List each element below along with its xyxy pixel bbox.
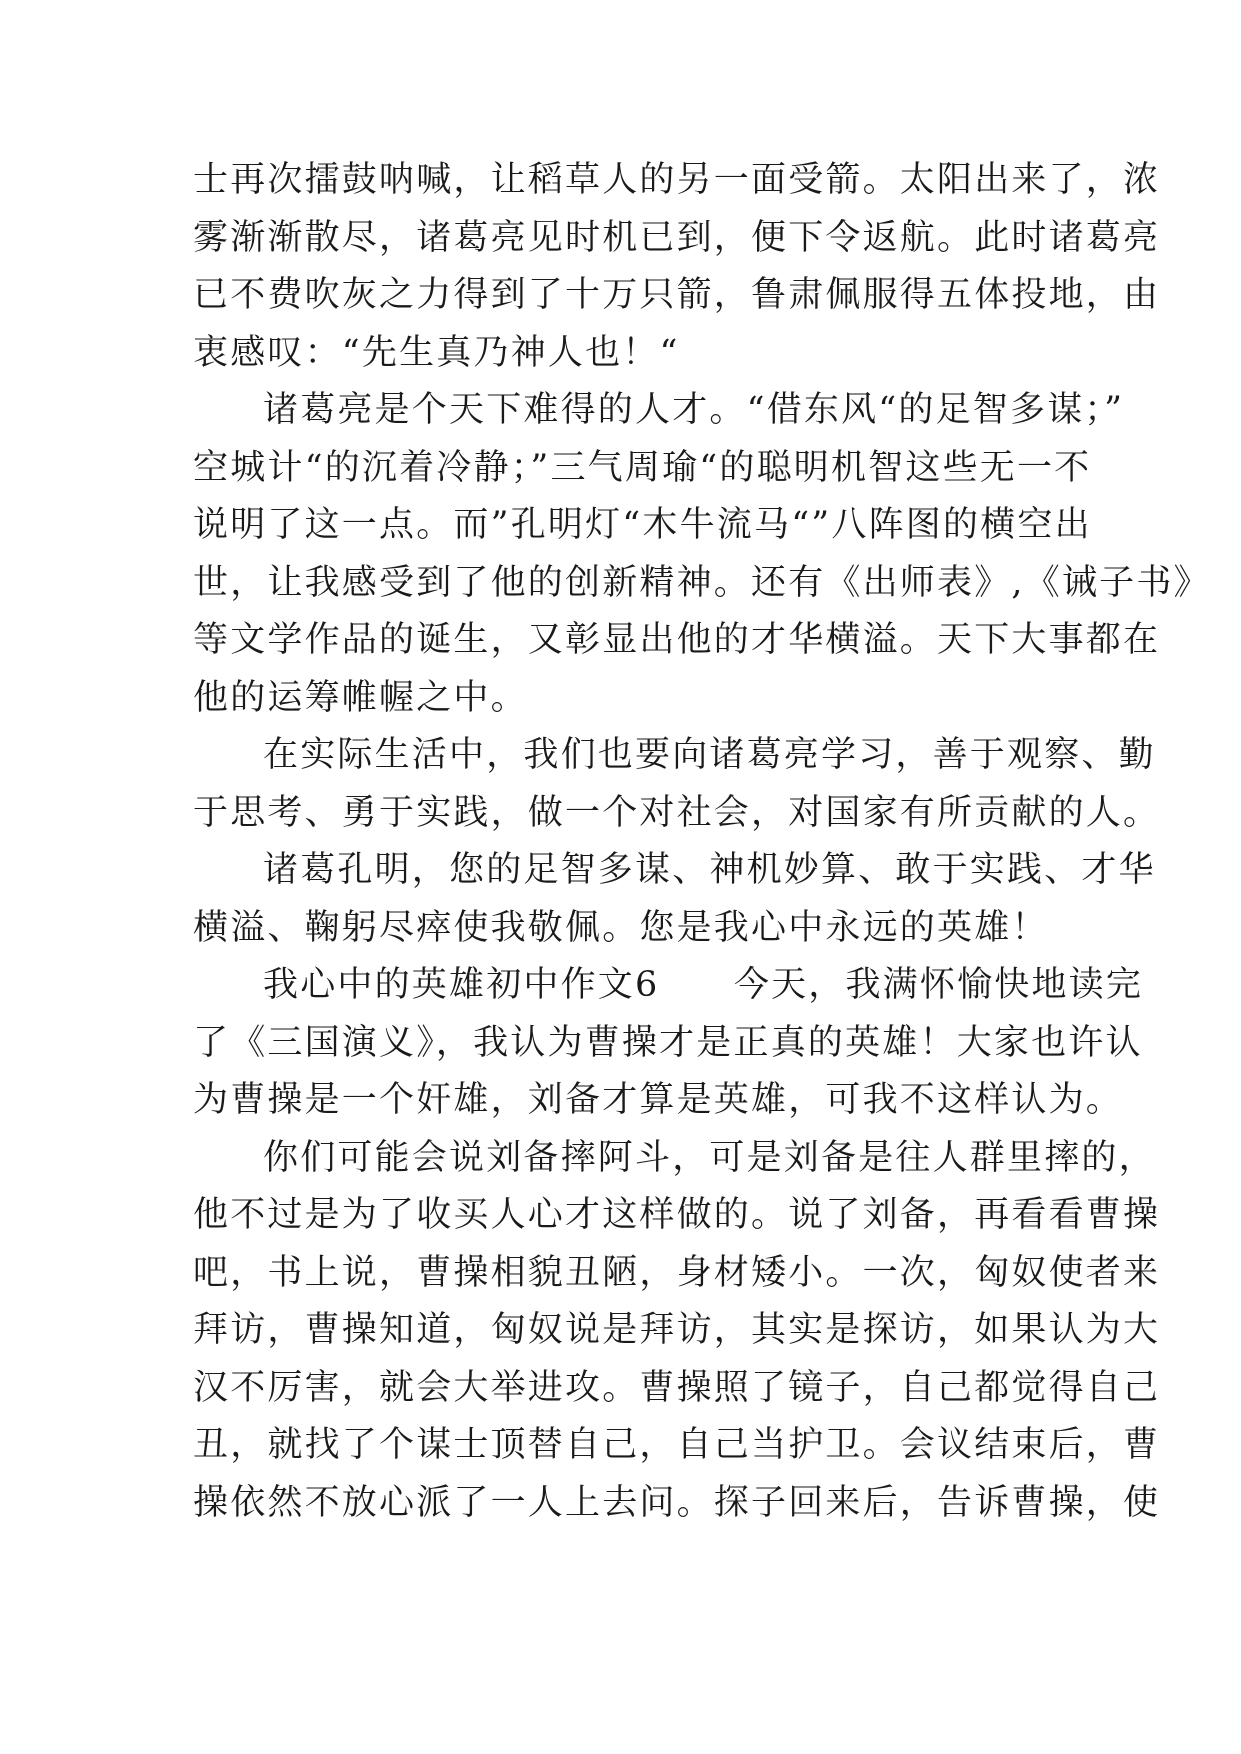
text-line: 诸葛孔明，您的足智多谋、神机妙算、敢于实践、才华 — [263, 850, 1156, 890]
text-line: 世，让我感受到了他的创新精神。还有《出师表》,《诫子书》 — [193, 562, 1211, 603]
text-line: 空城计“的沉着冷静；”三气周瑜“的聪明机智这些无一不 — [193, 447, 1092, 488]
text-line: 雾渐渐散尽，诸葛亮见时机已到，便下令返航。此时诸葛亮 — [193, 217, 1161, 258]
text-line: 于思考、勇于实践，做一个对社会，对国家有所贡献的人。 — [193, 792, 1161, 833]
text-line: 他不过是为了收买人心才这样做的。说了刘备，再看看曹操 — [193, 1195, 1161, 1235]
text-line: 为曹操是一个奸雄，刘备才算是英雄，可我不这样认为。 — [193, 1080, 1124, 1120]
text-line: 我心中的英雄初中作文6 今天，我满怀愉快地读完 — [263, 965, 1144, 1005]
text-line: 横溢、鞠躬尽瘁使我敬佩。您是我心中永远的英雄！ — [193, 907, 1049, 948]
text-line: 拜访，曹操知道，匈奴说是拜访，其实是探访，如果认为大 — [193, 1310, 1161, 1350]
text-line: 已不费吹灰之力得到了十万只箭，鲁肃佩服得五体投地，由 — [193, 275, 1161, 315]
text-line: 诸葛亮是个天下难得的人才。“借东风“的足智多谋；” — [263, 390, 1125, 430]
body-text — [193, 152, 1211, 1532]
text-line: 汉不厉害，就会大举进攻。曹操照了镜子，自己都觉得自己 — [193, 1367, 1161, 1408]
text-line: 在实际生活中，我们也要向诸葛亮学习，善于观察、勤 — [263, 735, 1156, 775]
text-line: 衷感叹：“先生真乃神人也！“ — [193, 332, 680, 373]
text-line: 等文学作品的诞生，又彰显出他的才华横溢。天下大事都在 — [193, 620, 1161, 660]
text-line: 吧，书上说，曹操相貌丑陋，身材矮小。一次，匈奴使者来 — [193, 1252, 1161, 1293]
text-line: 操依然不放心派了一人上去问。探子回来后，告诉曹操，使 — [193, 1482, 1161, 1523]
text-line: 你们可能会说刘备摔阿斗，可是刘备是往人群里摔的， — [263, 1137, 1156, 1178]
text-line: 士再次擂鼓呐喊，让稻草人的另一面受箭。太阳出来了，浓 — [193, 160, 1161, 200]
text-line: 说明了这一点。而”孔明灯“木牛流马“”八阵图的横空出 — [193, 505, 1092, 545]
text-line: 了《三国演义》，我认为曹操才是正真的英雄！大家也许认 — [193, 1022, 1143, 1063]
text-line: 丑，就找了个谋士顶替自己，自己当护卫。会议结束后，曹 — [193, 1425, 1161, 1465]
text-line: 他的运筹帷幄之中。 — [193, 677, 528, 718]
